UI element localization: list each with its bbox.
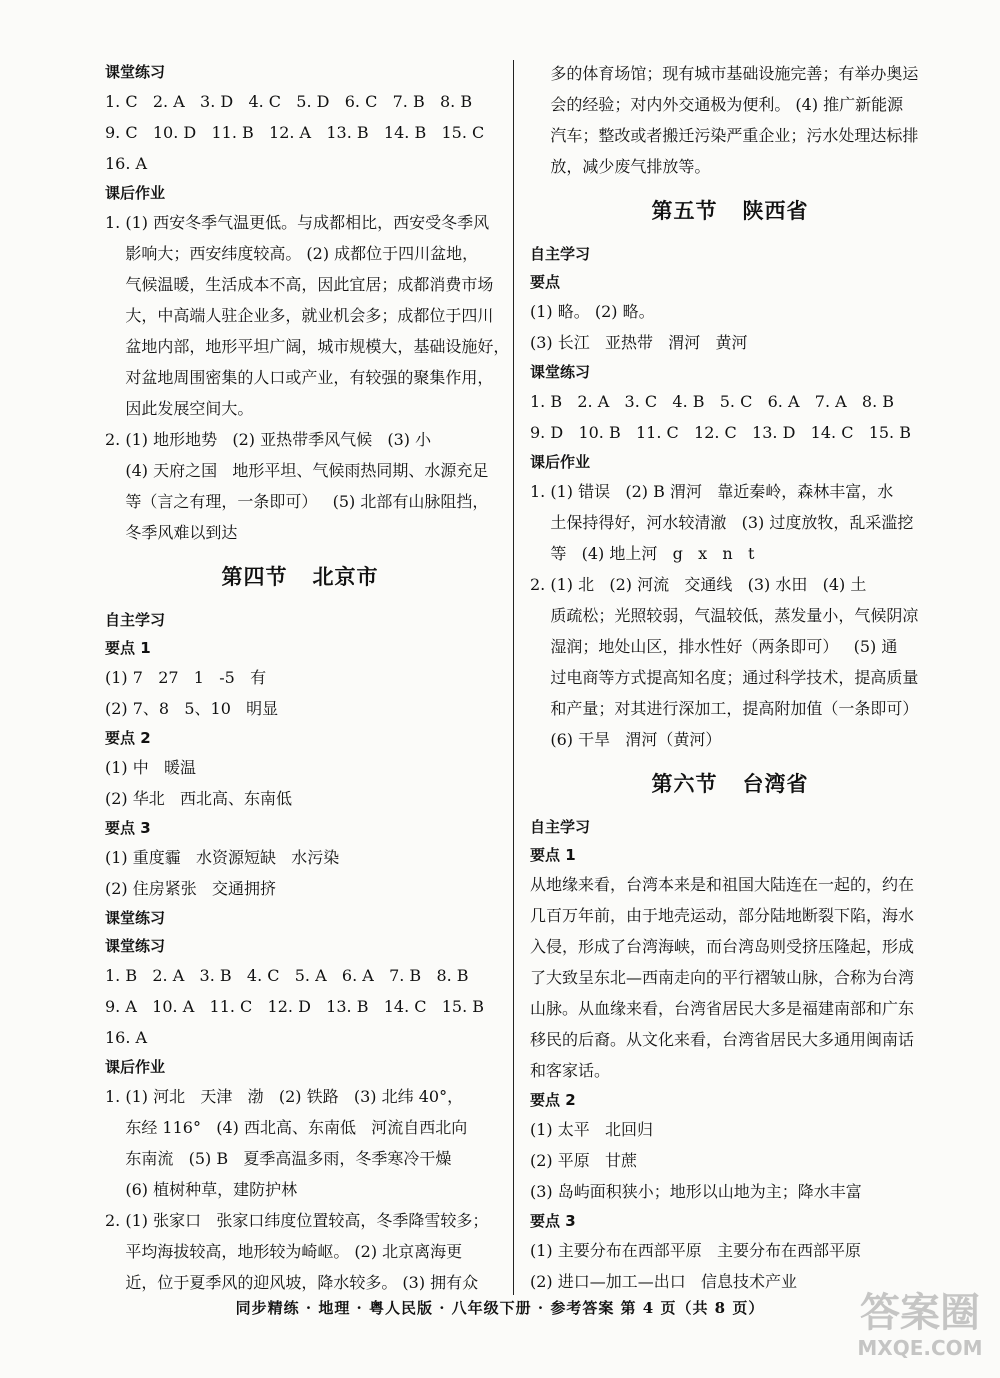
answer-line: (3) 岛屿面积狭小；地形以山地为主；降水丰富: [530, 1182, 862, 1201]
answer-line: (1) 7 27 1 -5 有: [105, 668, 267, 687]
answer-line: 16. A: [105, 1028, 148, 1047]
section-label: 要点 2: [105, 729, 151, 747]
answer-line: 放，减少废气排放等。: [530, 157, 711, 176]
answer-line: 湿润；地处山区，排水性好（两条即可） (5) 通: [530, 637, 898, 656]
answer-line: 多的体育场馆；现有城市基础设施完善；有举办奥运: [530, 64, 919, 83]
section-label: 自主学习: [105, 611, 166, 629]
watermark: [855, 1290, 985, 1360]
section-label: 课堂练习: [105, 63, 166, 81]
answer-line: 汽车；整改或者搬迁污染严重企业；污水处理达标排: [530, 126, 919, 145]
answer-line: (1) 中 暖温: [105, 758, 197, 777]
answer-line: 9. D 10. B 11. C 12. C 13. D 14. C 15. B: [530, 423, 911, 442]
answer-line: 1. (1) 西安冬季气温更低。与成都相比，西安受冬季风: [105, 213, 490, 232]
answer-line: 盆地内部，地形平坦广阔，城市规模大，基础设施好，: [105, 337, 510, 356]
answer-line: 16. A: [105, 154, 148, 173]
answer-line: 山脉。从血缘来看，台湾省居民大多是福建南部和广东: [530, 999, 915, 1018]
answer-line: 等 (4) 地上河 g x n t: [530, 544, 755, 563]
right-column: [530, 58, 930, 1297]
column-divider: [513, 60, 514, 1295]
answer-line: 对盆地周围密集的人口或产业，有较强的聚集作用，: [105, 368, 494, 387]
answer-line: (1) 主要分布在西部平原 主要分布在西部平原: [530, 1241, 862, 1260]
answer-line: (4) 天府之国 地形平坦、气候雨热同期、水源充足: [105, 461, 489, 480]
answer-line: 1. B 2. A 3. B 4. C 5. A 6. A 7. B 8. B: [105, 966, 469, 985]
answer-line: 因此发展空间大。: [105, 399, 254, 418]
section-label: 课堂练习: [105, 937, 166, 955]
answer-line: 土保持得好，河水较清澈 (3) 过度放牧，乱采滥挖: [530, 513, 914, 532]
answer-line: (1) 重度霾 水资源短缺 水污染: [105, 848, 340, 867]
section-label: 要点 3: [105, 819, 151, 837]
section-label: 自主学习: [530, 245, 591, 263]
answer-line: 过电商等方式提高知名度；通过科学技术，提高质量: [530, 668, 919, 687]
answer-line: 2. (1) 北 (2) 河流 交通线 (3) 水田 (4) 土: [530, 575, 867, 594]
answer-line: 等（言之有理，一条即可） (5) 北部有山脉阻挡，: [105, 492, 489, 511]
answer-line: 会的经验；对内外交通极为便利。 (4) 推广新能源: [530, 95, 904, 114]
watermark-logo: 答案圈: [860, 1290, 980, 1336]
section-label: 要点 1: [105, 639, 151, 657]
answer-line: (2) 住房紧张 交通拥挤: [105, 879, 277, 898]
answer-line: 9. C 10. D 11. B 12. A 13. B 14. B 15. C: [105, 123, 485, 142]
answer-line: 2. (1) 地形地势 (2) 亚热带季风气候 (3) 小: [105, 430, 432, 449]
answer-line: 气候温暖，生活成本不高，因此宜居；成都消费市场: [105, 275, 494, 294]
section-heading: 第六节 台湾省: [651, 772, 809, 796]
answer-line: (2) 华北 西北高、东南低: [105, 789, 293, 808]
section-label: 课堂练习: [105, 909, 166, 927]
answer-line: 平均海拔较高，地形较为崎岖。 (2) 北京离海更: [105, 1242, 463, 1261]
answer-line: (2) 平原 甘蔗: [530, 1151, 638, 1170]
section-label: 要点 1: [530, 846, 576, 864]
section-label: 要点 2: [530, 1091, 576, 1109]
section-label: 课后作业: [105, 1058, 166, 1076]
left-column: [105, 58, 510, 1298]
answer-line: 几百万年前，由于地壳运动，部分陆地断裂下陷，海水: [530, 906, 915, 925]
section-label: 自主学习: [530, 818, 591, 836]
answer-line: 移民的后裔。从文化来看，台湾省居民大多通用闽南话: [530, 1030, 915, 1049]
page-footer: 同步精练 · 地理 · 粤人民版 · 八年级下册 · 参考答案 第 4 页（共 8 页）: [235, 1299, 765, 1317]
answer-line: (1) 太平 北回归: [530, 1120, 654, 1139]
answer-line: 质疏松；光照较弱，气温较低，蒸发量小，气候阴凉: [530, 606, 919, 625]
answer-line: 9. A 10. A 11. C 12. D 13. B 14. C 15. B: [105, 997, 485, 1016]
section-label: 课后作业: [530, 453, 591, 471]
section-label: 课堂练习: [530, 363, 591, 381]
section-heading: 第五节 陕西省: [651, 199, 809, 223]
answer-line: 和客家话。: [530, 1061, 611, 1080]
answer-line: (2) 7、8 5、10 明显: [105, 699, 279, 718]
answer-line: (6) 干旱 渭河（黄河）: [530, 730, 722, 749]
answer-line: (3) 长江 亚热带 渭河 黄河: [530, 333, 748, 352]
answer-line: 大，中高端人驻企业多，就业机会多；成都位于四川: [105, 306, 494, 325]
watermark-site: MXQE.COM: [857, 1336, 983, 1360]
answer-line: 1. (1) 错误 (2) B 渭河 靠近秦岭，森林丰富，水: [530, 482, 894, 501]
answer-line: 1. B 2. A 3. C 4. B 5. C 6. A 7. A 8. B: [530, 392, 895, 411]
answer-line: 1. C 2. A 3. D 4. C 5. D 6. C 7. B 8. B: [105, 92, 473, 111]
section-label: 课后作业: [105, 184, 166, 202]
section-label: 要点: [530, 273, 561, 291]
answer-line: 东经 116° (4) 西北高、东南低 河流自西北向: [105, 1118, 468, 1137]
answer-line: 近，位于夏季风的迎风坡，降水较多。 (3) 拥有众: [105, 1273, 479, 1292]
section-heading: 第四节 北京市: [221, 565, 379, 589]
section-label: 要点 3: [530, 1212, 576, 1230]
answer-line: 1. (1) 河北 天津 渤 (2) 铁路 (3) 北纬 40°，: [105, 1087, 464, 1106]
answer-line: 东南流 (5) B 夏季高温多雨，冬季寒冷干燥: [105, 1149, 452, 1168]
answer-line: 入侵，形成了台湾海峡，而台湾岛则受挤压隆起，形成: [530, 937, 915, 956]
answer-line: 从地缘来看，台湾本来是和祖国大陆连在一起的，约在: [530, 875, 915, 894]
answer-line: (2) 进口—加工—出口 信息技术产业: [530, 1272, 798, 1291]
answer-line: (6) 植树种草，建防护林: [105, 1180, 298, 1199]
answer-line: 2. (1) 张家口 张家口纬度位置较高，冬季降雪较多；: [105, 1211, 489, 1230]
answer-line: 了大致呈东北—西南走向的平行褶皱山脉，合称为台湾: [530, 968, 915, 987]
answer-line: 影响大；西安纬度较高。 (2) 成都位于四川盆地，: [105, 244, 479, 263]
answer-line: 冬季风难以到达: [105, 523, 238, 542]
answer-line: (1) 略。 (2) 略。: [530, 302, 655, 321]
answer-line: 和产量；对其进行深加工，提高附加值（一条即可）: [530, 699, 919, 718]
